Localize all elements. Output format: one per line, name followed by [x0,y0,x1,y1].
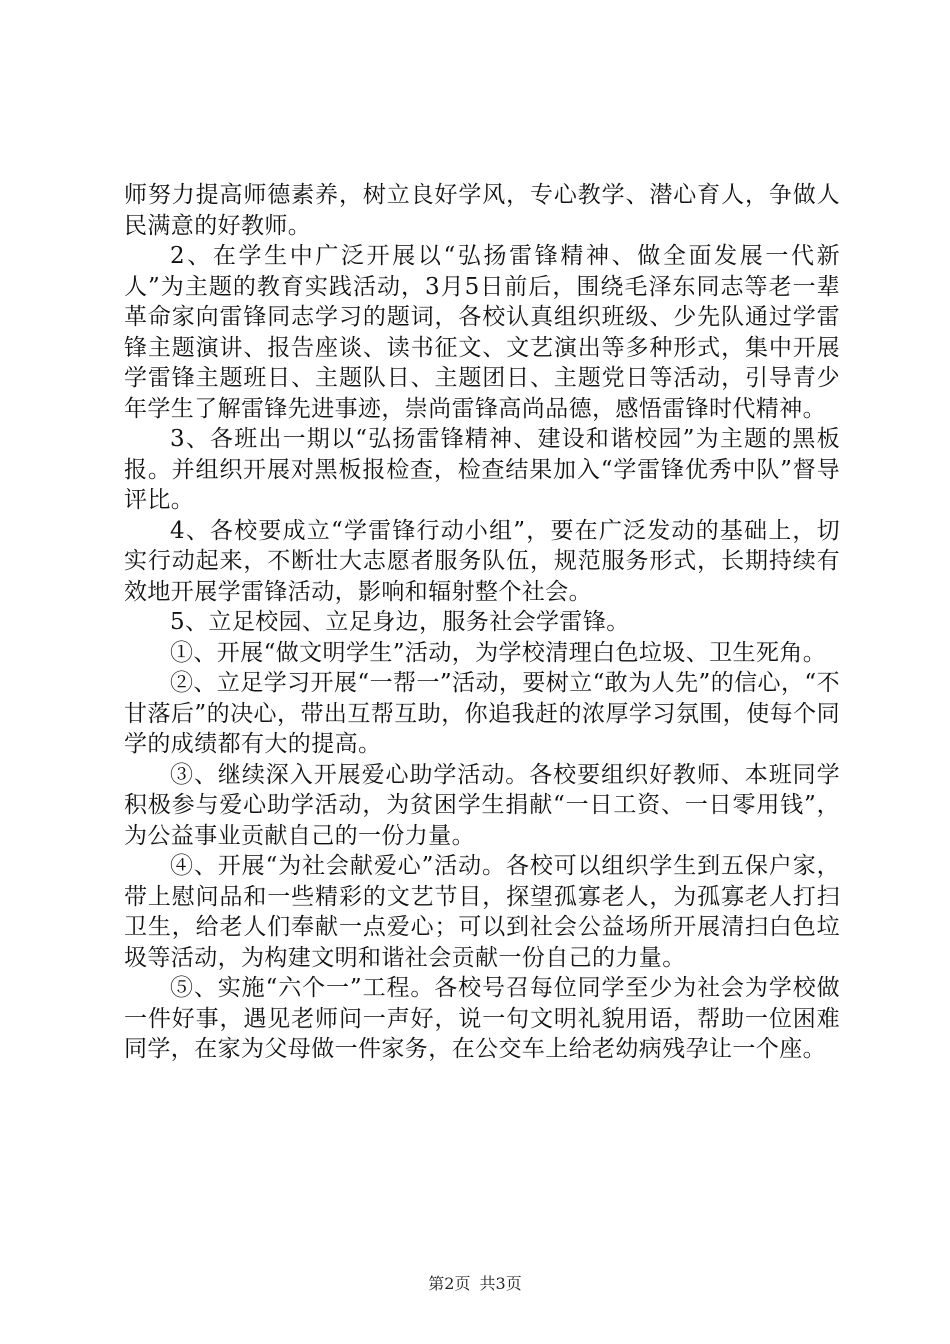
page-total: 共3页 [479,1274,522,1293]
paragraph-item-2: 2、在学生中广泛开展以“弘扬雷锋精神、做全面发展一代新人”为主题的教育实践活动，3月5日前后，围绕毛泽东同志等老一辈革命家向雷锋同志学习的题词，各校认真组织班级、少先队通过学雷锋主题演讲、报告座谈、读书征文、文艺演出等多种形式，集中开展学雷锋主题班日、主题队日、主题团日、主题党日等活动，引导青少年学生了解雷锋先进事迹，崇尚雷锋高尚品德，感悟雷锋时代精神。 [124,243,840,422]
paragraph-subitem-1: ①、开展“做文明学生”活动，为学校清理白色垃圾、卫生死角。 [170,639,827,666]
page-number: 第2页 [428,1274,471,1293]
paragraph-subitem-5: ⑤、实施“六个一”工程。各校号召每位同学至少为社会为学校做一件好事，遇见老师问一声好，说一句文明礼貌用语，帮助一位困难同学，在家为父母做一件家务，在公交车上给老幼病残孕让一个座。 [124,975,840,1062]
page-footer [0,1271,950,1294]
paragraph-subitem-4: ④、开展“为社会献爱心”活动。各校可以组织学生到五保户家，带上慰问品和一些精彩的文艺节目，探望孤寡老人，为孤寡老人打扫卫生，给老人们奉献一点爱心；可以到社会公益场所开展清扫白色垃圾等活动，为构建文明和谐社会贡献一份自己的力量。 [124,853,840,971]
paragraph-continuation: 师努力提高师德素养，树立良好学风，专心教学、潜心育人，争做人民满意的好教师。 [124,182,840,239]
document-body [124,180,840,1065]
paragraph-item-4: 4、各校要成立“学雷锋行动小组”，要在广泛发动的基础上，切实行动起来，不断壮大志愿者服务队伍，规范服务形式，长期持续有效地开展学雷锋活动，影响和辐射整个社会。 [124,517,840,605]
paragraph-subitem-3: ③、继续深入开展爱心助学活动。各校要组织好教师、本班同学积极参与爱心助学活动，为贫困学生捐献“一日工资、一日零用钱”，为公益事业贡献自己的一份力量。 [124,761,840,849]
paragraph-item-3: 3、各班出一期以“弘扬雷锋精神、建设和谐校园”为主题的黑板报。并组织开展对黑板报检查，检查结果加入“学雷锋优秀中队”督导评比。 [124,426,840,513]
paragraph-item-5: 5、立足校园、立足身边，服务社会学雷锋。 [170,609,630,635]
paragraph-subitem-2: ②、立足学习开展“一帮一”活动，要树立“敢为人先”的信心，“不甘落后”的决心，带出互帮互助，你追我赶的浓厚学习氛围，使每个同学的成绩都有大的提高。 [124,670,840,757]
